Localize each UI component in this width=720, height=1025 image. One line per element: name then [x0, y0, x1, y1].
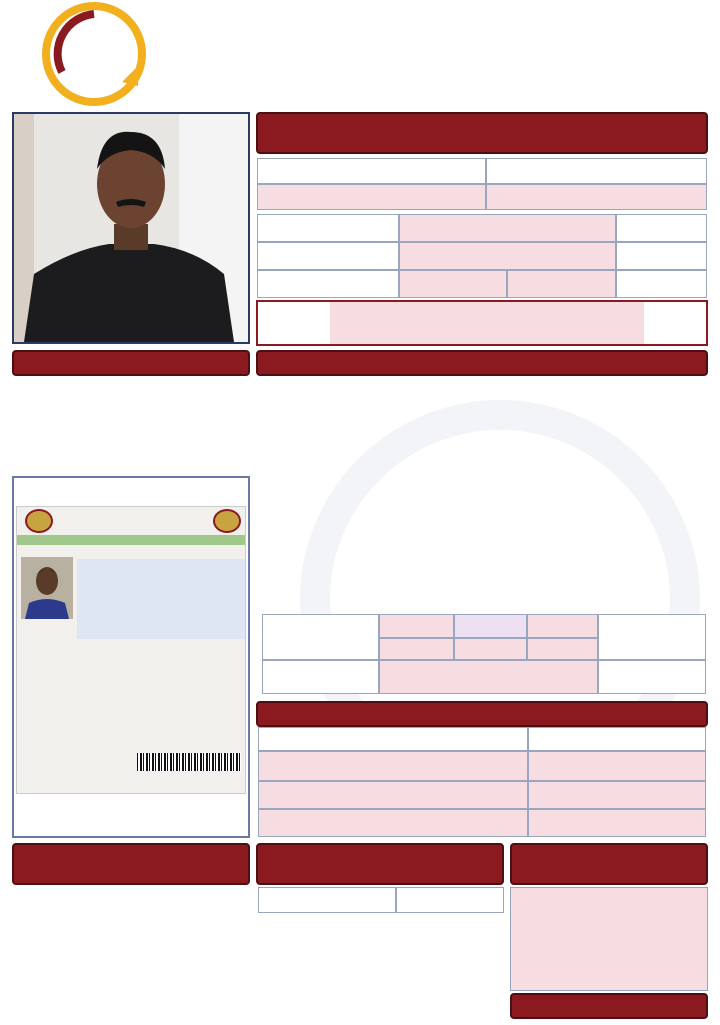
remarks-date: [510, 993, 708, 1019]
complexion-blank-1: [379, 638, 454, 660]
contract-label: [257, 270, 399, 298]
work-experience-title: [12, 350, 250, 376]
applicant-details-title: [256, 112, 708, 154]
post-label: [257, 214, 399, 242]
salary-label: [257, 242, 399, 270]
driving-license-card: [16, 506, 246, 794]
license-barcode: [137, 753, 241, 771]
prev-blank-1: [258, 781, 528, 809]
name-value: [330, 302, 644, 344]
complexion-fair: [379, 614, 454, 638]
applicant-photo-frame: [12, 112, 250, 344]
remarks-box: [510, 887, 708, 991]
prev-country-label: [258, 727, 528, 751]
prev-blank-3: [258, 809, 528, 837]
post-value: [399, 214, 616, 242]
post-ar: [616, 214, 707, 242]
complexion-blank-3: [527, 638, 598, 660]
contract-value-2: [507, 270, 616, 298]
complexion-medium: [454, 614, 527, 638]
passport-title: [12, 843, 250, 885]
salary-ar: [616, 242, 707, 270]
prev-country-value: [258, 751, 528, 781]
contract-ar: [616, 270, 707, 298]
name-label: [258, 302, 328, 344]
previous-employment-title: [256, 701, 708, 727]
language-arabic-header: [396, 887, 504, 913]
name-ar: [646, 302, 706, 344]
complexion-label: [262, 614, 379, 660]
qatar-emblem-right-icon: [213, 509, 241, 533]
remarks-title: [510, 843, 708, 885]
destination-label: [486, 158, 707, 184]
personal-details-title: [256, 350, 708, 376]
destination-value: [486, 184, 707, 210]
referred-by-value: [257, 184, 486, 210]
education-value: [379, 660, 598, 694]
license-fields: [77, 559, 245, 639]
education-ar: [598, 660, 706, 694]
license-header: [17, 535, 246, 545]
prev-period-value: [528, 751, 706, 781]
complexion-mark: [454, 638, 527, 660]
contract-value-1: [399, 270, 507, 298]
qatar-emblem-icon: [25, 509, 53, 533]
company-logo: [42, 2, 146, 106]
license-photo: [21, 557, 73, 619]
education-label: [262, 660, 379, 694]
applicant-photo: [14, 114, 248, 342]
prev-blank-4: [528, 809, 706, 837]
prev-blank-2: [528, 781, 706, 809]
referred-by-label: [257, 158, 486, 184]
language-english-header: [258, 887, 396, 913]
complexion-dark: [527, 614, 598, 638]
salary-value: [399, 242, 616, 270]
prev-period-label: [528, 727, 706, 751]
language-title: [256, 843, 504, 885]
complexion-ar: [598, 614, 706, 660]
